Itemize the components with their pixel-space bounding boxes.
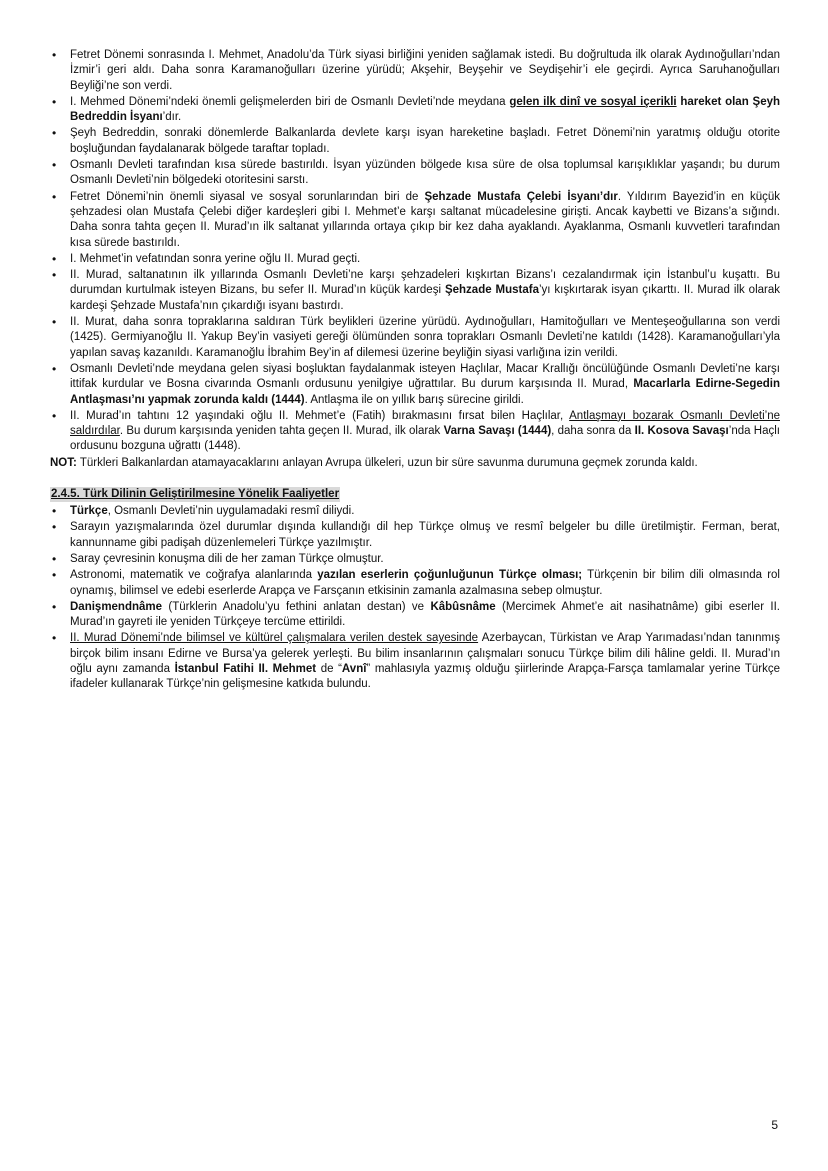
text-segment: . Bu durum karşısında yeniden tahta geçen II. Murad, ilk olarak	[119, 425, 444, 438]
text-segment: . Yıldırım Bayezid’in en küçük şehzadesi olan Mustafa Çelebi diğer kardeşleri gibi I. Mehmet’e karşı saltanat mücadelesine girişti. Ancak kaybetti ve Bizans’a sığındı. Daha sonra tahta geçen II. Murad’ın ilk saltanat yıllarında ortaya çıkıp bir kez daha ayaklandı. Ayaklanma, Osmanlı kuvvetleri tarafından kısa sürede bastırıldı.	[70, 190, 780, 249]
underlined-text: Antlaşmayı bozarak Osmanlı Devleti’ne saldırdılar	[70, 409, 780, 438]
bullet-item	[50, 158, 780, 189]
bullet-item	[50, 252, 780, 267]
bold-text: gelen ilk dinî ve sosyal içerikli	[509, 95, 677, 108]
text-segment: ’dır.	[162, 111, 182, 124]
underlined-text: II. Murad Dönemi’nde bilimsel ve kültürel çalışmalara verilen destek sayesinde	[70, 632, 479, 645]
bold-text: yazılan eserlerin çoğunluğunun Türkçe olması;	[317, 569, 583, 582]
text-segment: II. Murat, daha sonra topraklarına saldıran Türk beylikleri üzerine yürüdü. Aydınoğulları, Hamitoğulları ve Menteşeoğullarına son verdi (1425). Germiyanoğlu II. Yakup Bey’in vasiyeti gereği ölümünden sonra toprakları Osmanlı Devleti’ne katıldı (1428). Karamanoğulları’yla yapılan savaş kazanıldı. Karamanoğlu İbrahim Bey’in af dilemesi üzerine beyliğin siyasi varlığına izin verildi.	[70, 316, 780, 359]
text-segment: Osmanlı Devleti tarafından kısa sürede bastırıldı. İsyan yüzünden bölgede kısa süre de olsa toplumsal karışıklıklar yaşandı; bu durum Osmanlı Devleti’nin bölgedeki otoritesini sarstı.	[70, 159, 780, 187]
page-number: 5	[771, 1118, 778, 1132]
bullet-item	[50, 315, 780, 361]
bold-text: İstanbul Fatihi II. Mehmet	[174, 662, 317, 675]
bullet-item	[50, 268, 780, 314]
bullet-item	[50, 600, 780, 631]
bullet-item	[50, 126, 780, 157]
bullet-item	[50, 520, 780, 551]
text-segment: (Türklerin Anadolu’yu fethini anlatan destan) ve	[162, 600, 431, 613]
section1-bullet-list	[50, 48, 780, 455]
bold-text: II. Kosova Savaşı	[634, 425, 729, 438]
bold-text: Şehzade Mustafa	[444, 284, 539, 297]
text-segment: ” mahlasıyla yazmış olduğu şiirlerinde Arapça-Farsça tamlamalar yerine Türkçe ifadeler kullanarak Türkçe’nin gelişmesine katkıda bulundu.	[70, 662, 781, 691]
bold-text: Türkçe	[70, 505, 108, 518]
bold-text: Varna Savaşı (1444)	[443, 425, 552, 438]
text-segment: de “	[316, 662, 342, 675]
bold-text: Macarlarla Edirne-Segedin Antlaşması’nı yapmak zorunda kaldı (1444)	[70, 378, 780, 406]
note-paragraph	[50, 456, 780, 471]
bold-text: Avnî	[341, 662, 367, 675]
bold-text: Şehzade Mustafa Çelebi İsyanı’dır	[424, 190, 618, 203]
text-segment: (Mercimek Ahmet’e ait nasihatnâme) gibi eserler II. Murad’ın gayreti ile yeniden Türkçeye tercüme ettirildi.	[70, 600, 780, 629]
note-text: Türkleri Balkanlardan atamayacaklarını anlayan Avrupa ülkeleri, uzun bir süre savunma durumuna geçmek zorunda kaldı.	[76, 456, 698, 469]
text-segment: I. Mehmet’in vefatından sonra yerine oğlu II. Murad geçti.	[70, 252, 361, 265]
text-segment: I. Mehmed Dönemi’ndeki önemli gelişmelerden biri de Osmanlı Devleti’nde meydana	[70, 95, 510, 108]
text-segment: II. Murad, saltanatının ilk yıllarında Osmanlı Devleti’ne karşı şehzadeleri kışkırtan Bizans’ı cezalandırmak için İstanbul’u kuşattı. Bu durumdan kurtulmak isteyen Bizans, bu sefer II. Murad’ın küçük kardeşi	[70, 269, 780, 297]
note-label: NOT:	[50, 456, 77, 469]
text-segment: ’yı kışkırtarak isyan çıkarttı. II. Murad ilk olarak kardeşi Şehzade Mustafa’nın çıkardığı isyanı bastırdı.	[70, 284, 781, 312]
text-segment: Türkçenin bir bilim dili olmasında rol oynamış, bilimsel ve edebi eserlerde Arapça ve Farsçanın etkisinin zamanla azalmasına sebep olmuştur.	[70, 569, 780, 597]
bold-text: hareket olan Şeyh Bedreddin İsyanı	[70, 95, 781, 124]
bullet-item	[50, 409, 780, 455]
text-segment: . Antlaşma ile on yıllık barış sürecine girildi.	[304, 393, 524, 406]
text-segment: Sarayın yazışmalarında özel durumlar dışında kullandığı dil hep Türkçe olmuş ve resmî belgeler bu dille üretilmiştir. Ferman, berat, kannunname gibi padişah düzenlemeleri Türkçe yazılmıştır.	[70, 521, 780, 549]
text-segment: Azerbaycan, Türkistan ve Arap Yarımadası’ndan tanınmış birçok bilim insanı Edirne ve Bursa’ya gelerek yerleşti. Bu bilim insanlarının çalışmaları sonucu Türkçe bilim dili hâline geldi. II. Murad’ın oğlu aynı zamanda	[70, 632, 780, 675]
bold-text: Kâbûsnâme	[430, 600, 496, 613]
bullet-item	[50, 552, 780, 567]
bullet-item	[50, 631, 780, 692]
bold-text: Danişmendnâme	[70, 600, 163, 613]
text-segment: Saray çevresinin konuşma dili de her zaman Türkçe olmuştur.	[70, 552, 384, 565]
section-heading: 2.4.5. Türk Dilinin Geliştirilmesine Yönelik Faaliyetler	[51, 488, 340, 501]
text-segment: , Osmanlı Devleti’nin uygulamadaki resmî diliydi.	[107, 505, 355, 518]
bullet-item	[50, 190, 780, 251]
document-page	[50, 48, 780, 694]
bullet-item	[50, 48, 780, 94]
text-segment: Fetret Dönemi sonrasında I. Mehmet, Anadolu’da Türk siyasi birliğini yeniden sağlamak istedi. Bu doğrultuda ilk olarak Aydınoğulları’ndan İzmir’i geri aldı. Daha sonra Karamanoğulları üzerine yürüdü; Akşehir, Beyşehir ve Seydişehir’i ele geçirdi. Ayrıca Saruhanoğulları Beyliği’ne son verdi.	[70, 49, 780, 92]
bullet-item	[50, 504, 780, 519]
bullet-item	[50, 568, 780, 599]
text-segment: , daha sonra da	[551, 425, 635, 438]
text-segment: Osmanlı Devleti’nde meydana gelen siyasi boşluktan faydalanmak isteyen Haçlılar, Macar Krallığı öncülüğünde Osmanlı Devleti’ne karşı ittifak kurdular ve Bosna civarında Osmanlı ordusunu yenilgiye uğrattılar. Bu durum karşısında II. Murad,	[70, 362, 780, 391]
text-segment: ’nda Haçlı ordusunu bozguna uğrattı (1448).	[70, 425, 780, 453]
bullet-item	[50, 362, 780, 408]
text-segment: Fetret Dönemi’nin önemli siyasal ve sosyal sorunlarından biri de	[70, 190, 425, 203]
bullet-item	[50, 95, 780, 126]
text-segment: Astronomi, matematik ve coğrafya alanlarında	[70, 569, 318, 582]
section2-bullet-list	[50, 504, 780, 693]
text-segment: Şeyh Bedreddin, sonraki dönemlerde Balkanlarda devlete karşı isyan hareketine başladı. Fetret Dönemi’nin yaratmış olduğu otorite boşluğundan faydalanarak bölgede taraftar topladı.	[70, 127, 780, 155]
text-segment: II. Murad’ın tahtını 12 yaşındaki oğlu II. Mehmet’e (Fatih) bırakmasını fırsat bilen Haçlılar,	[70, 409, 570, 422]
